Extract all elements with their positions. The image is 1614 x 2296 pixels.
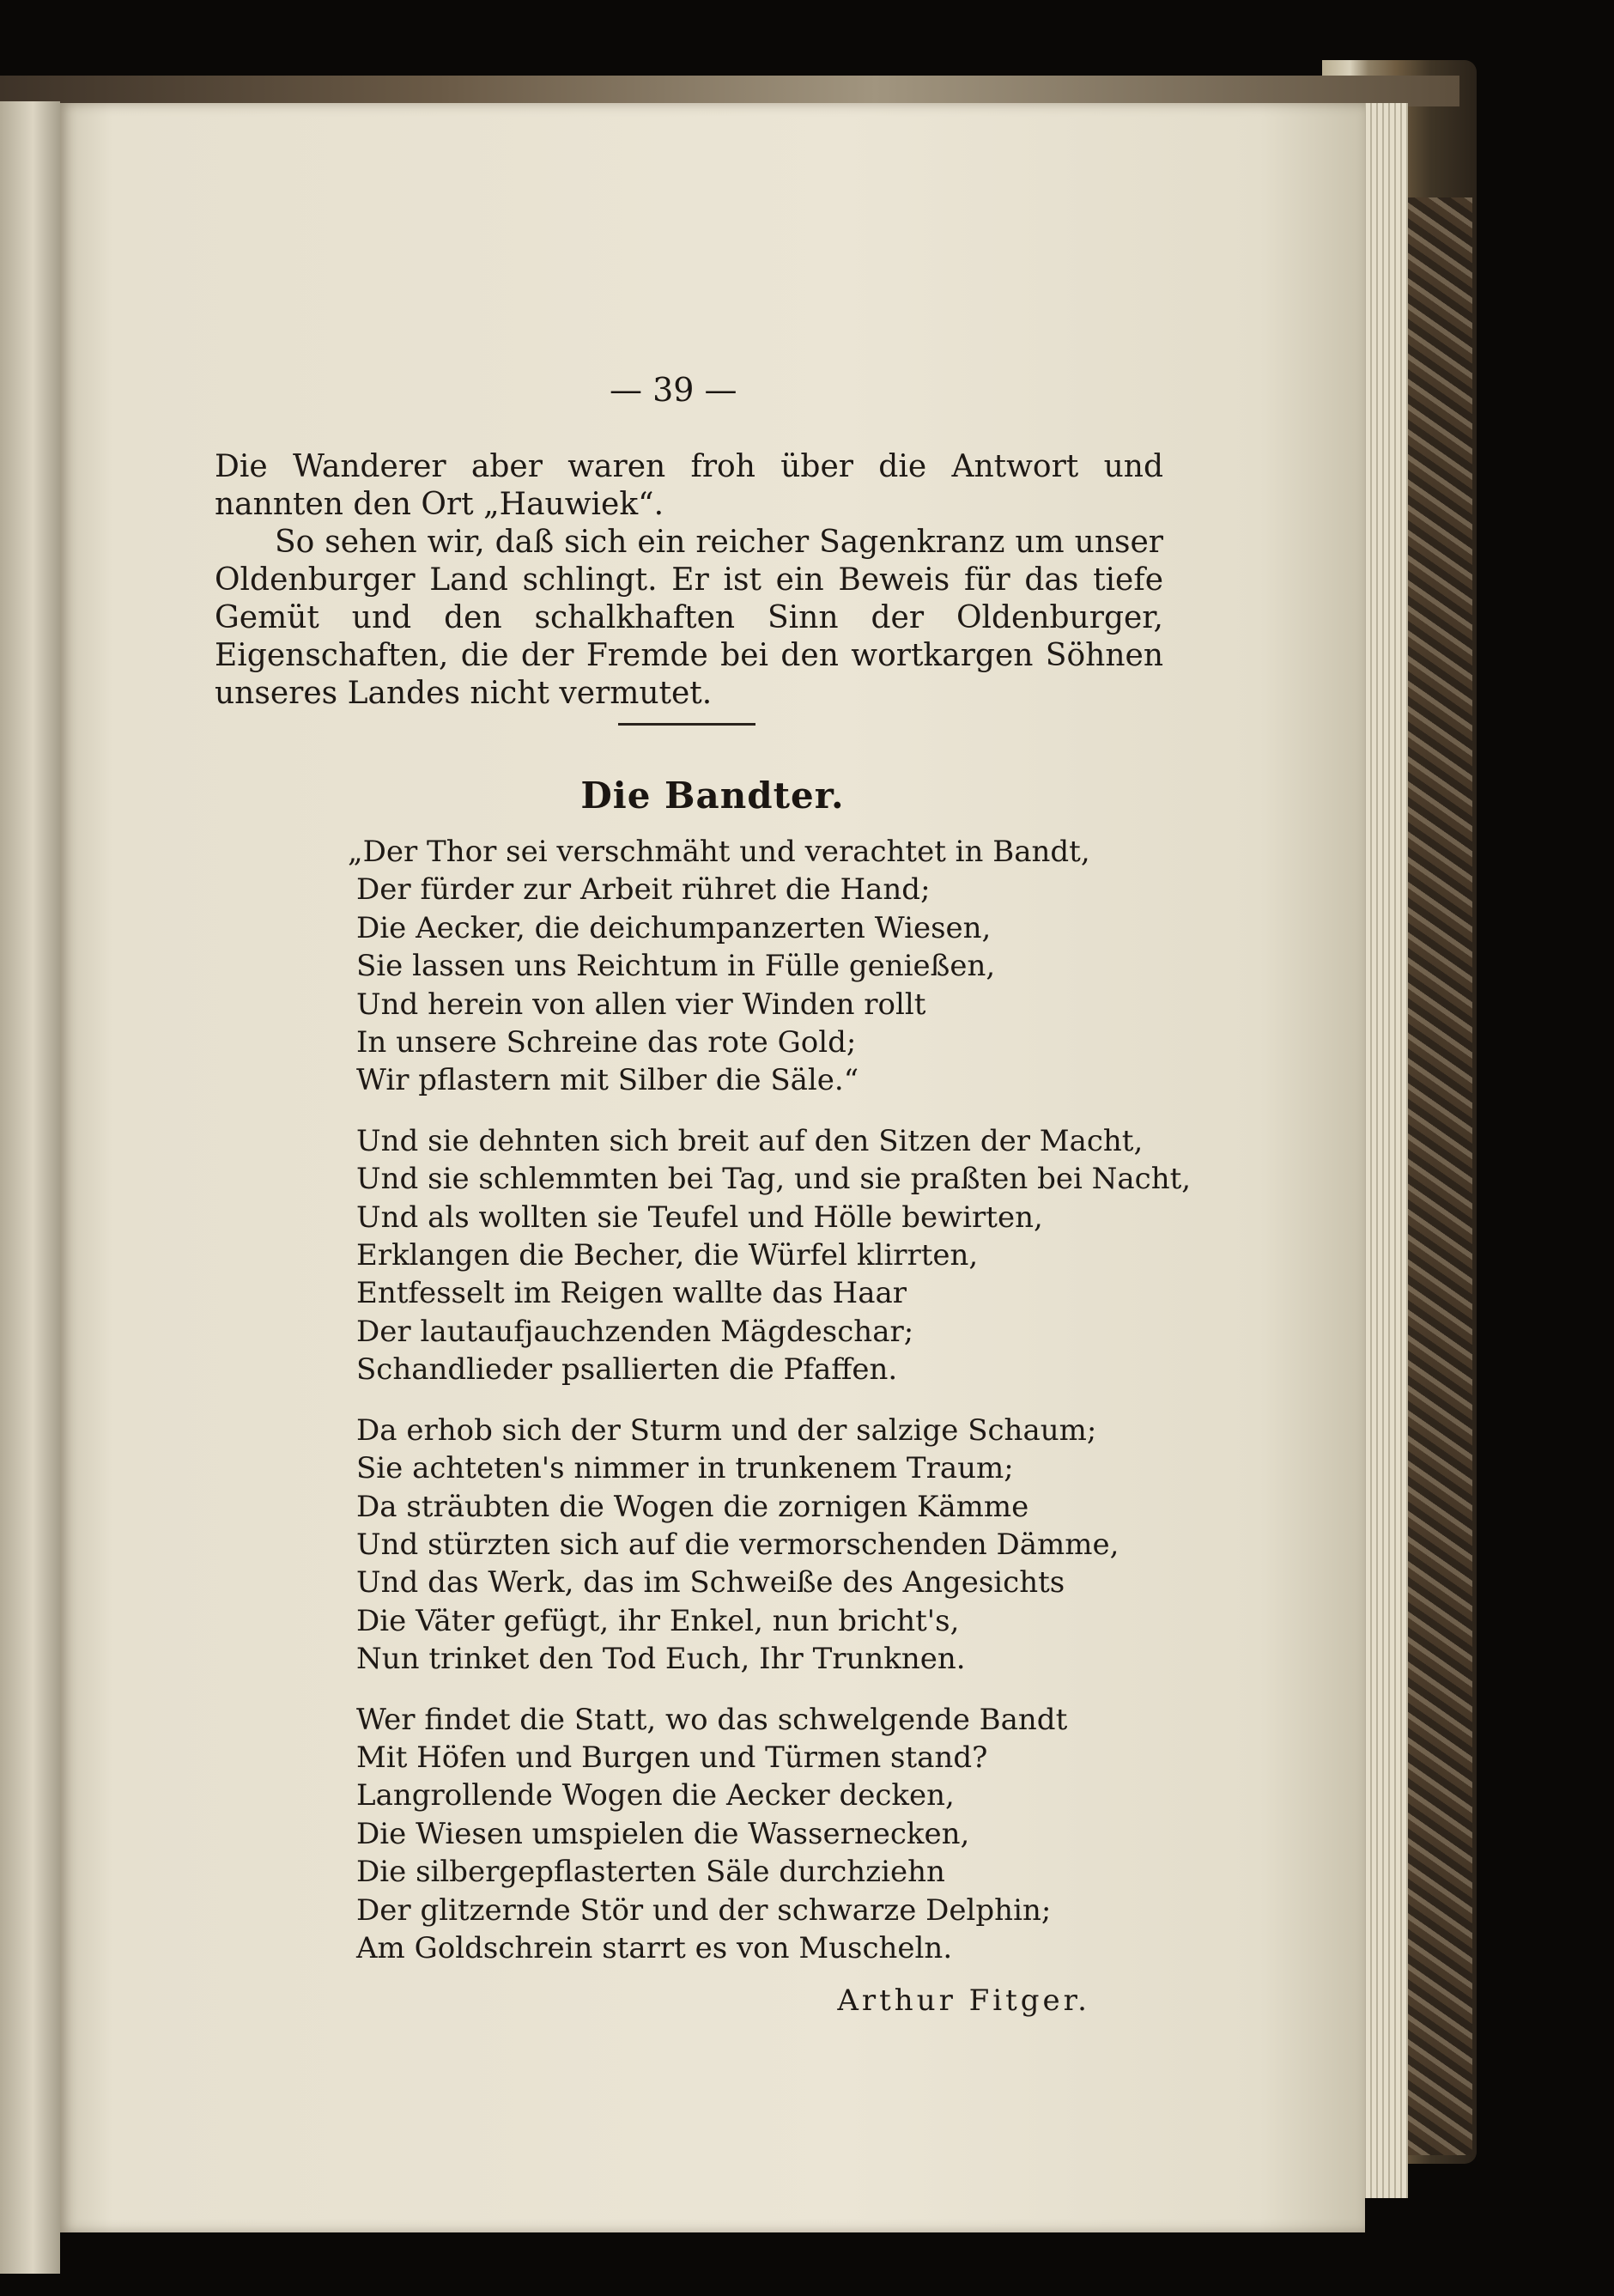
section-divider xyxy=(618,723,755,726)
poem-line: Entfesselt im Reigen wallte das Haar xyxy=(356,1276,907,1311)
poem-line: Die silbergepflasterten Säle durchziehn xyxy=(356,1855,945,1890)
poem-line: Und stürzten sich auf die vermorschenden Dämme, xyxy=(356,1527,1119,1562)
left-page-edge xyxy=(0,101,60,2274)
poem-line: Und sie dehnten sich breit auf den Sitzen der Macht, xyxy=(356,1123,1144,1158)
poem-line: Und als wollten sie Teufel und Hölle bewirten, xyxy=(356,1200,1043,1235)
poem-line: Die Wiesen umspielen die Wassernecken, xyxy=(356,1816,970,1851)
marbled-cover xyxy=(1408,197,1472,2155)
prose-block xyxy=(215,448,1163,713)
poem-line: Da sträubten die Wogen die zornigen Kämme xyxy=(356,1489,1029,1524)
poem-stanza xyxy=(356,1122,1192,1389)
poem-line: Und sie schlemmten bei Tag, und sie praßten bei Nacht, xyxy=(356,1162,1192,1197)
poem-line: Da erhob sich der Sturm und der salzige Schaum; xyxy=(356,1412,1097,1448)
page-number: — 39 — xyxy=(610,371,737,409)
poem-line: Wer findet die Statt, wo das schwelgende Bandt xyxy=(356,1702,1068,1737)
poem-line: Am Goldschrein starrt es von Muscheln. xyxy=(356,1930,953,1965)
book-page xyxy=(60,103,1365,2232)
poem-line: Der lautaufjauchzenden Mägdeschar; xyxy=(356,1314,914,1349)
poem-line: In unsere Schreine das rote Gold; xyxy=(356,1025,857,1060)
poem-line: Schandlieder psallierten die Pfaffen. xyxy=(356,1352,898,1388)
poem-line: Die Aecker, die deichumpanzerten Wiesen, xyxy=(356,910,992,945)
poem-line: Erklangen die Becher, die Würfel klirrten, xyxy=(356,1238,979,1273)
poem-line: Die Väter gefügt, ihr Enkel, nun bricht's, xyxy=(356,1603,960,1638)
prose-paragraph: So sehen wir, daß sich ein reicher Sagenkranz um unser Oldenburger Land schlingt. Er ist ein Beweis für das tiefe Gemüt und den schalkhaften Sinn der Oldenburger, Eigenschaften, die der Fremde bei den wortkargen Söhnen unseres Landes nicht vermutet. xyxy=(215,525,1163,711)
poem-line: Und das Werk, das im Schweiße des Angesichts xyxy=(356,1565,1065,1601)
poem-line: Der glitzernde Stör und der schwarze Delphin; xyxy=(356,1892,1052,1928)
poem-body xyxy=(348,833,1192,1989)
binding-strip xyxy=(0,76,1459,106)
poem-line: Langrollende Wogen die Aecker decken, xyxy=(356,1778,955,1813)
poem-line: Sie achteten's nimmer in trunkenem Traum; xyxy=(356,1451,1014,1486)
poem-line: Und herein von allen vier Winden rollt xyxy=(356,987,926,1022)
poem-stanza xyxy=(356,1701,1180,1968)
poem-line: Nun trinket den Tod Euch, Ihr Trunknen. xyxy=(356,1642,966,1677)
poem-title: Die Bandter. xyxy=(580,774,845,817)
poem-line: Sie lassen uns Reichtum in Fülle genießen, xyxy=(356,949,996,984)
poem-line: Mit Höfen und Burgen und Türmen stand? xyxy=(356,1740,988,1775)
poem-author: Arthur Fitger. xyxy=(837,1983,1090,2018)
poem-line: „Der Thor sei verschmäht und verachtet in Bandt, xyxy=(348,835,1090,869)
poem-stanza xyxy=(348,833,1180,1100)
prose-paragraph: Die Wanderer aber waren froh über die Antwort und nannten den Ort „Hauwiek“. xyxy=(215,449,1163,522)
poem-line: Wir pflastern mit Silber die Säle.“ xyxy=(356,1063,859,1098)
poem-line: Der fürder zur Arbeit rühret die Hand; xyxy=(356,872,931,908)
poem-stanza xyxy=(356,1412,1180,1679)
